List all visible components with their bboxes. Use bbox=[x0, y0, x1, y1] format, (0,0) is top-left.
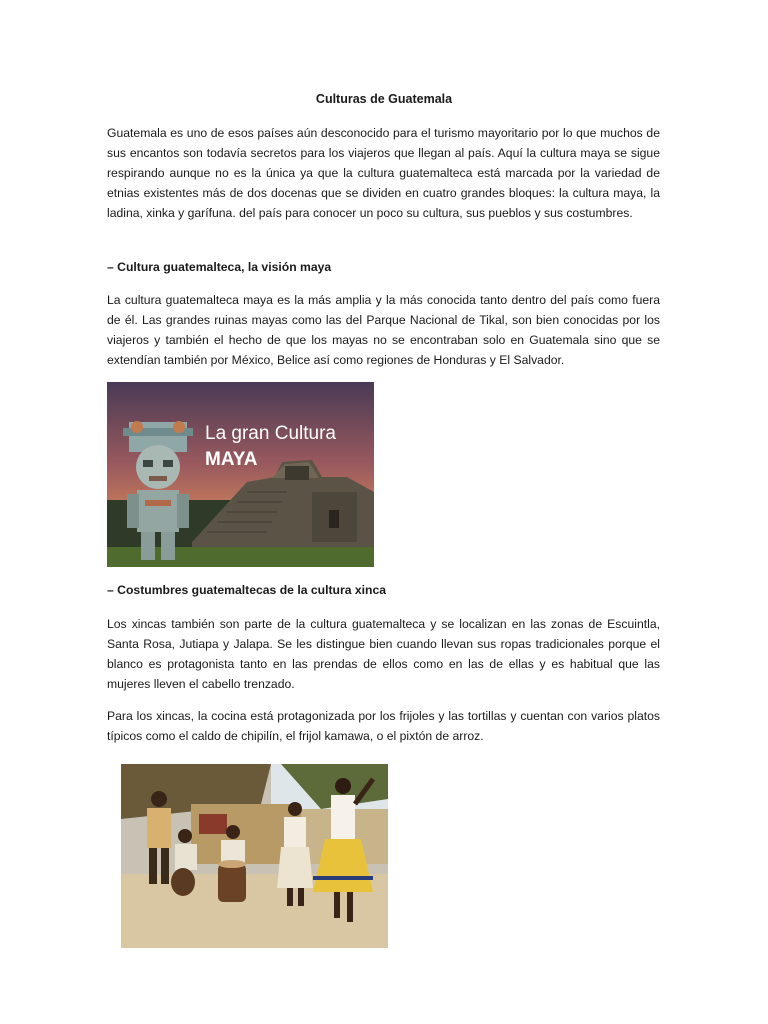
section2-heading: – Costumbres guatemaltecas de la cultura xinca bbox=[107, 583, 387, 597]
image-caption-line1: La gran Cultura bbox=[205, 423, 336, 444]
section2-paragraph-1: Los xincas también son parte de la cultura guatemalteca y se localizan en las zonas de Escuintla, Santa Rosa, Jutiapa y Jalapa. Se les distingue bien cuando llevan sus ropas tradicionales porque el blanco es protagonista tanto en las prendas de ellos como en las de ellas y es habitual que las mujeres lleven el cabello trenzado. bbox=[107, 617, 660, 691]
dance-photo-picture bbox=[121, 764, 388, 948]
section2-paragraph-2: Para los xincas, la cocina está protagonizada por los frijoles y las tortillas y cuentan con varios platos típicos como el caldo de chipilín, el frijol kamawa, o el pixtón de arroz. bbox=[107, 709, 660, 743]
image-caption-line2: MAYA bbox=[205, 449, 258, 470]
intro-paragraph: Guatemala es uno de esos países aún desconocido para el turismo mayoritario por lo que muchos de sus encantos son todavía secretos para los viajeros que llegan al país. Aquí la cultura maya se sigue respirando aunque no es la única ya que la cultura guatemalteca está marcada por la variedad de etnias existentes más de dos docenas que se dividen en cuatro grandes bloques: la cultura maya, la ladina, xinka y garífuna. del país para conocer un poco su cultura, sus pueblos y sus costumbres. bbox=[107, 126, 660, 220]
section1-heading: – Cultura guatemalteca, la visión maya bbox=[107, 260, 332, 274]
document-title: Culturas de Guatemala bbox=[315, 92, 453, 106]
maya-culture-image bbox=[107, 382, 374, 567]
xinca-dance-image bbox=[121, 764, 388, 948]
maya-pyramid-picture bbox=[107, 382, 374, 567]
section1-paragraph: La cultura guatemalteca maya es la más amplia y la más conocida tanto dentro del país como fuera de él. Las grandes ruinas mayas como las del Parque Nacional de Tikal, son bien conocidas por los viajeros y también el hecho de que los mayas no se encontraban solo en Guatemala sino que se extendían también por México, Belice así como regiones de Honduras y El Salvador. bbox=[107, 293, 660, 367]
